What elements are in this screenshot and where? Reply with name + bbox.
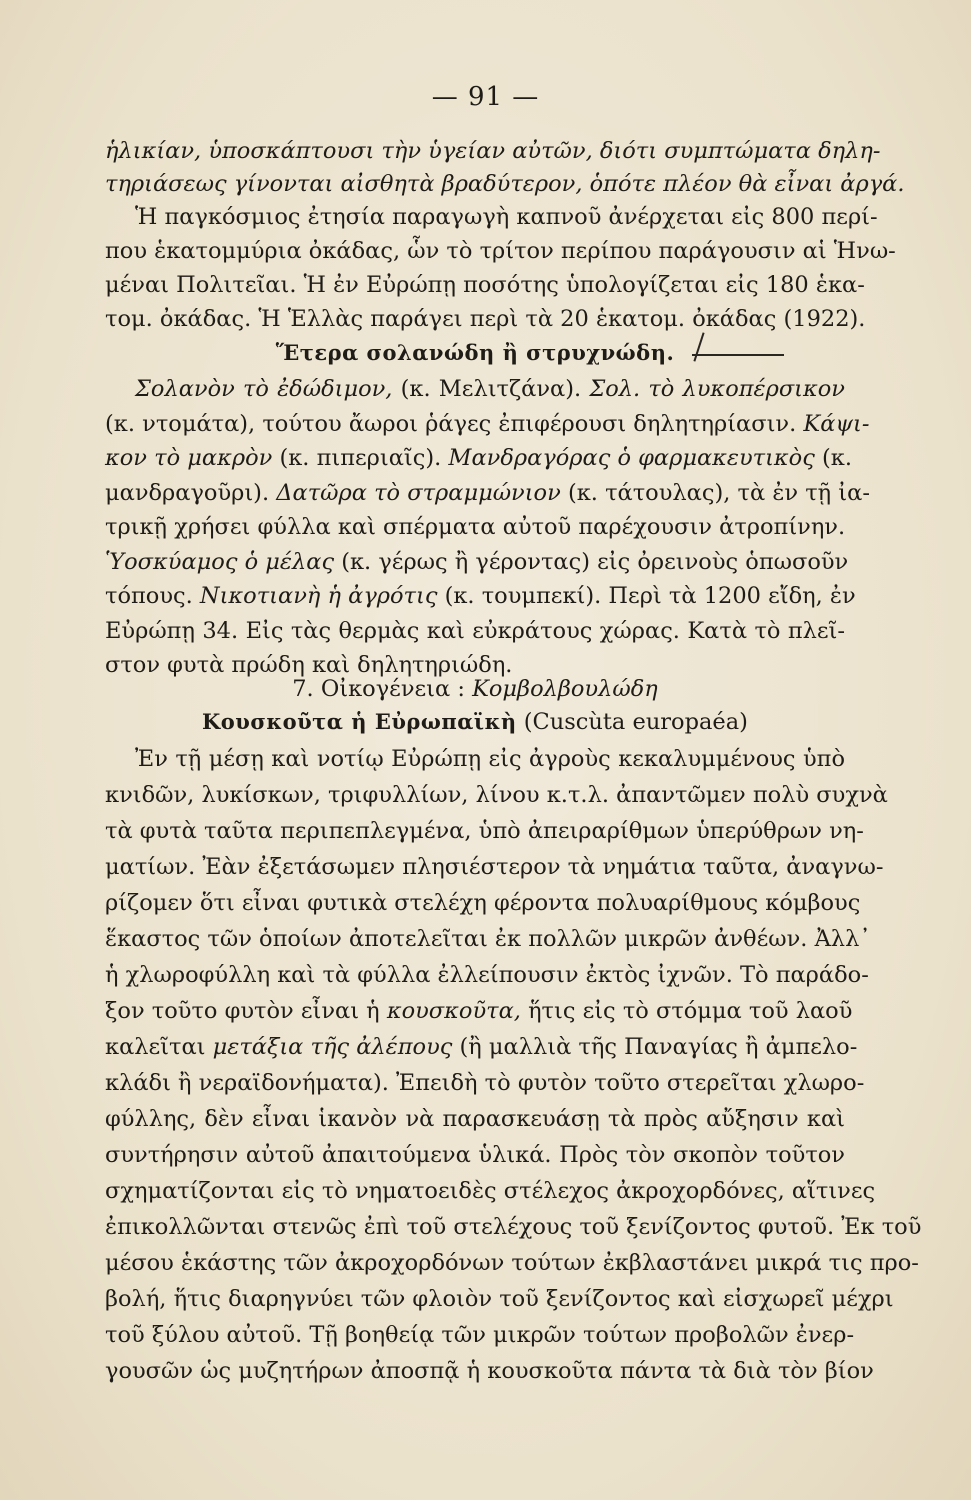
- text-run: μανδραγοῦρι).: [105, 479, 277, 506]
- text-line: [105, 134, 881, 168]
- text-line: [105, 1318, 855, 1352]
- text-run: φύλλης, δὲν εἶναι ἱκανὸν νὰ παρασκευάσῃ τὰ πρὸς αὔξησιν καὶ: [105, 1106, 845, 1132]
- family-label: 7. Οἰκογένεια :: [292, 676, 473, 702]
- text-line: [105, 994, 853, 1028]
- text-run: ἕκαστος τῶν ὁποίων ἀποτελεῖται ἐκ πολλῶν μικρῶν ἀνθέων. Ἀλλ᾽: [105, 926, 871, 952]
- text-run: κνιδῶν, λυκίσκων, τριφυλλίων, λίνου κ.τ.λ. ἀπαντῶμεν πολὺ συχνὰ: [105, 782, 888, 808]
- text-run: καλεῖται: [105, 1034, 213, 1060]
- text-line: [105, 1174, 876, 1208]
- text-line: [105, 742, 845, 776]
- text-line: [105, 850, 884, 884]
- text-line: [105, 476, 870, 510]
- text-run: ρίζομεν ὅτι εἶναι φυτικὰ στελέχη φέροντα πολυαρίθμους κόμβους: [105, 890, 861, 916]
- italic-text: Ὑοσκύαμος ὁ μέλας: [105, 548, 342, 575]
- italic-text: Κάψι-: [803, 410, 870, 437]
- text-line: [105, 778, 888, 812]
- text-line: [105, 1030, 858, 1064]
- text-line: [105, 922, 871, 956]
- page-number: — 91 —: [431, 82, 540, 112]
- italic-text: Νικοτιανὴ ἡ ἀγρότις: [199, 583, 445, 609]
- text-run: (κ. πιπεριαῖς).: [279, 445, 449, 471]
- italic-text: κον τὸ μακρὸν: [105, 445, 280, 471]
- italic-text: τηριάσεως γίνονται αἰσθητὰ βραδύτερον, ὁπότε πλέον θὰ εἶναι ἀργά.: [105, 171, 905, 197]
- text-line: που ἑκατομμύρια ὀκάδας, ὧν τὸ τρίτον περίπου παράγουσιν αἱ Ἡνω-: [105, 238, 896, 264]
- pencil-mark: [692, 340, 784, 356]
- text-run: (κ. ντομάτα), τούτου ἄωροι ῥάγες ἐπιφέρουσι δηλητηρίασιν.: [105, 410, 804, 437]
- text-line: [105, 1354, 874, 1388]
- text-line: [105, 1282, 894, 1316]
- italic-text: κουσκοῦτα,: [386, 998, 529, 1024]
- text-line: [105, 579, 856, 613]
- family-name: Κομβολβουλώδη: [472, 676, 658, 702]
- italic-text: μετάξια τῆς ἀλέπους: [212, 1034, 460, 1060]
- heading-cuscuta-greek: Κουσκοῦτα ἡ Εὐρωπαϊκὴ: [202, 709, 517, 734]
- text-run: τοῦ ξύλου αὐτοῦ. Τῇ βοηθείᾳ τῶν μικρῶν τούτων προβολῶν ἐνερ-: [105, 1322, 855, 1348]
- text-line: [105, 441, 852, 475]
- text-line: μέναι Πολιτεῖαι. Ἡ ἐν Εὐρώπῃ ποσότης ὑπολογίζεται εἰς 180 ἑκα-: [105, 272, 865, 298]
- text-run: συντήρησιν αὐτοῦ ἀπαιτούμενα ὑλικά. Πρὸς τὸν σκοπὸν τοῦτον: [105, 1142, 845, 1168]
- italic-text: ἡλικίαν, ὑποσκάπτουσι τὴν ὑγείαν αὐτῶν, διότι συμπτώματα δηλη-: [105, 138, 881, 164]
- text-line: [105, 545, 849, 579]
- family-title: [105, 672, 845, 706]
- text-run: μέσου ἑκάστης τῶν ἀκροχορδόνων τούτων ἐκβλαστάνει μικρά τις προ-: [105, 1250, 919, 1276]
- text-line: [105, 510, 845, 544]
- text-line: [105, 167, 905, 201]
- text-run: σχηματίζονται εἰς τὸ νηματοειδὲς στέλεχος ἀκροχορδόνες, αἵτινες: [105, 1178, 876, 1204]
- text-run: ματίων. Ἐὰν ἐξετάσωμεν πλησιέστερον τὰ νημάτια ταῦτα, ἀναγνω-: [105, 854, 884, 880]
- text-run: γουσῶν ὡς μυζητήρων ἀποσπᾷ ἡ κουσκοῦτα πάντα τὰ διὰ τὸν βίον: [105, 1358, 874, 1384]
- italic-text: Δατῶρα τὸ στραμμώνιον: [276, 479, 568, 506]
- text-line: [105, 614, 845, 648]
- text-line: [105, 814, 864, 848]
- text-line: τομ. ὀκάδας. Ἡ Ἑλλὰς παράγει περὶ τὰ 20 ἑκατομ. ὀκάδας (1922).: [105, 306, 866, 332]
- text-run: τρικῇ χρήσει φύλλα καὶ σπέρματα αὐτοῦ παρέχουσιν ἀτροπίνην.: [105, 514, 846, 540]
- text-line: [105, 1246, 919, 1280]
- text-run: ἐπικολλῶνται στενῶς ἐπὶ τοῦ στελέχους τοῦ ξενίζοντος φυτοῦ. Ἐκ τοῦ: [105, 1214, 922, 1240]
- text-run: τόπους.: [105, 583, 200, 609]
- heading-cuscuta-latin: (Cuscùta europaéa): [523, 709, 748, 735]
- italic-text: Μανδραγόρας ὁ φαρμακευτικὸς: [448, 445, 822, 471]
- text-line: [105, 407, 870, 441]
- text-run: Ἐν τῇ μέσῃ καὶ νοτίῳ Εὐρώπῃ εἰς ἀγροὺς κεκαλυμμένους ὑπὸ: [135, 746, 845, 772]
- text-run: τὰ φυτὰ ταῦτα περιπεπλεγμένα, ὑπὸ ἀπειραρίθμων ὑπερύθρων νη-: [105, 818, 864, 844]
- text-run: ἥτις εἰς τὸ στόμμα τοῦ λαοῦ: [528, 998, 853, 1024]
- text-run: (κ. γέρως ἢ γέροντας) εἰς ὀρεινοὺς ὁπωσοῦν: [341, 548, 849, 575]
- text-run: (κ. τάτουλας), τὰ ἐν τῇ ἰα-: [567, 479, 870, 506]
- text-line: [105, 886, 861, 920]
- text-line: [105, 1210, 922, 1244]
- text-run: (κ. Μελιτζάνα).: [400, 376, 590, 402]
- heading-solanaceae: Ἕτερα σολανώδη ἢ στρυχνώδη.: [275, 340, 675, 365]
- text-run: (κ.: [821, 445, 852, 471]
- text-run: στον φυτὰ πρώδη καὶ δηλητηριώδη.: [105, 652, 513, 678]
- text-line: [105, 1102, 845, 1136]
- text-run: βολή, ἥτις διαρηγνύει τῶν φλοιὸν τοῦ ξενίζοντος καὶ εἰσχωρεῖ μέχρι: [105, 1286, 894, 1312]
- text-run: κλάδι ἢ νεραϊδονήματα). Ἐπειδὴ τὸ φυτὸν τοῦτο στερεῖται χλωρο-: [105, 1070, 865, 1096]
- text-line: [105, 958, 869, 992]
- text-run: (ἢ μαλλιὰ τῆς Παναγίας ἢ ἀμπελο-: [459, 1034, 858, 1060]
- heading-cuscuta: [105, 705, 845, 739]
- text-line: [105, 372, 845, 406]
- text-run: Εὐρώπῃ 34. Εἰς τὰς θερμὰς καὶ εὐκράτους χώρας. Κατὰ τὸ πλεῖ-: [105, 617, 845, 644]
- text-run: ἡ χλωροφύλλη καὶ τὰ φύλλα ἐλλείπουσιν ἐκτὸς ἰχνῶν. Τὸ παράδο-: [105, 962, 869, 988]
- italic-text: Σολανὸν τὸ ἐδώδιμον,: [135, 376, 401, 402]
- text-run: (κ. τουμπεκί). Περὶ τὰ 1200 εἴδη, ἐν: [444, 583, 856, 609]
- text-line: Ἡ παγκόσμιος ἐτησία παραγωγὴ καπνοῦ ἀνέρχεται εἰς 800 περί-: [135, 204, 878, 230]
- text-run: ξον τοῦτο φυτὸν εἶναι ἡ: [105, 998, 387, 1024]
- italic-text: Σολ. τὸ λυκοπέρσικον: [589, 376, 845, 402]
- text-line: [105, 1066, 865, 1100]
- text-line: [105, 1138, 845, 1172]
